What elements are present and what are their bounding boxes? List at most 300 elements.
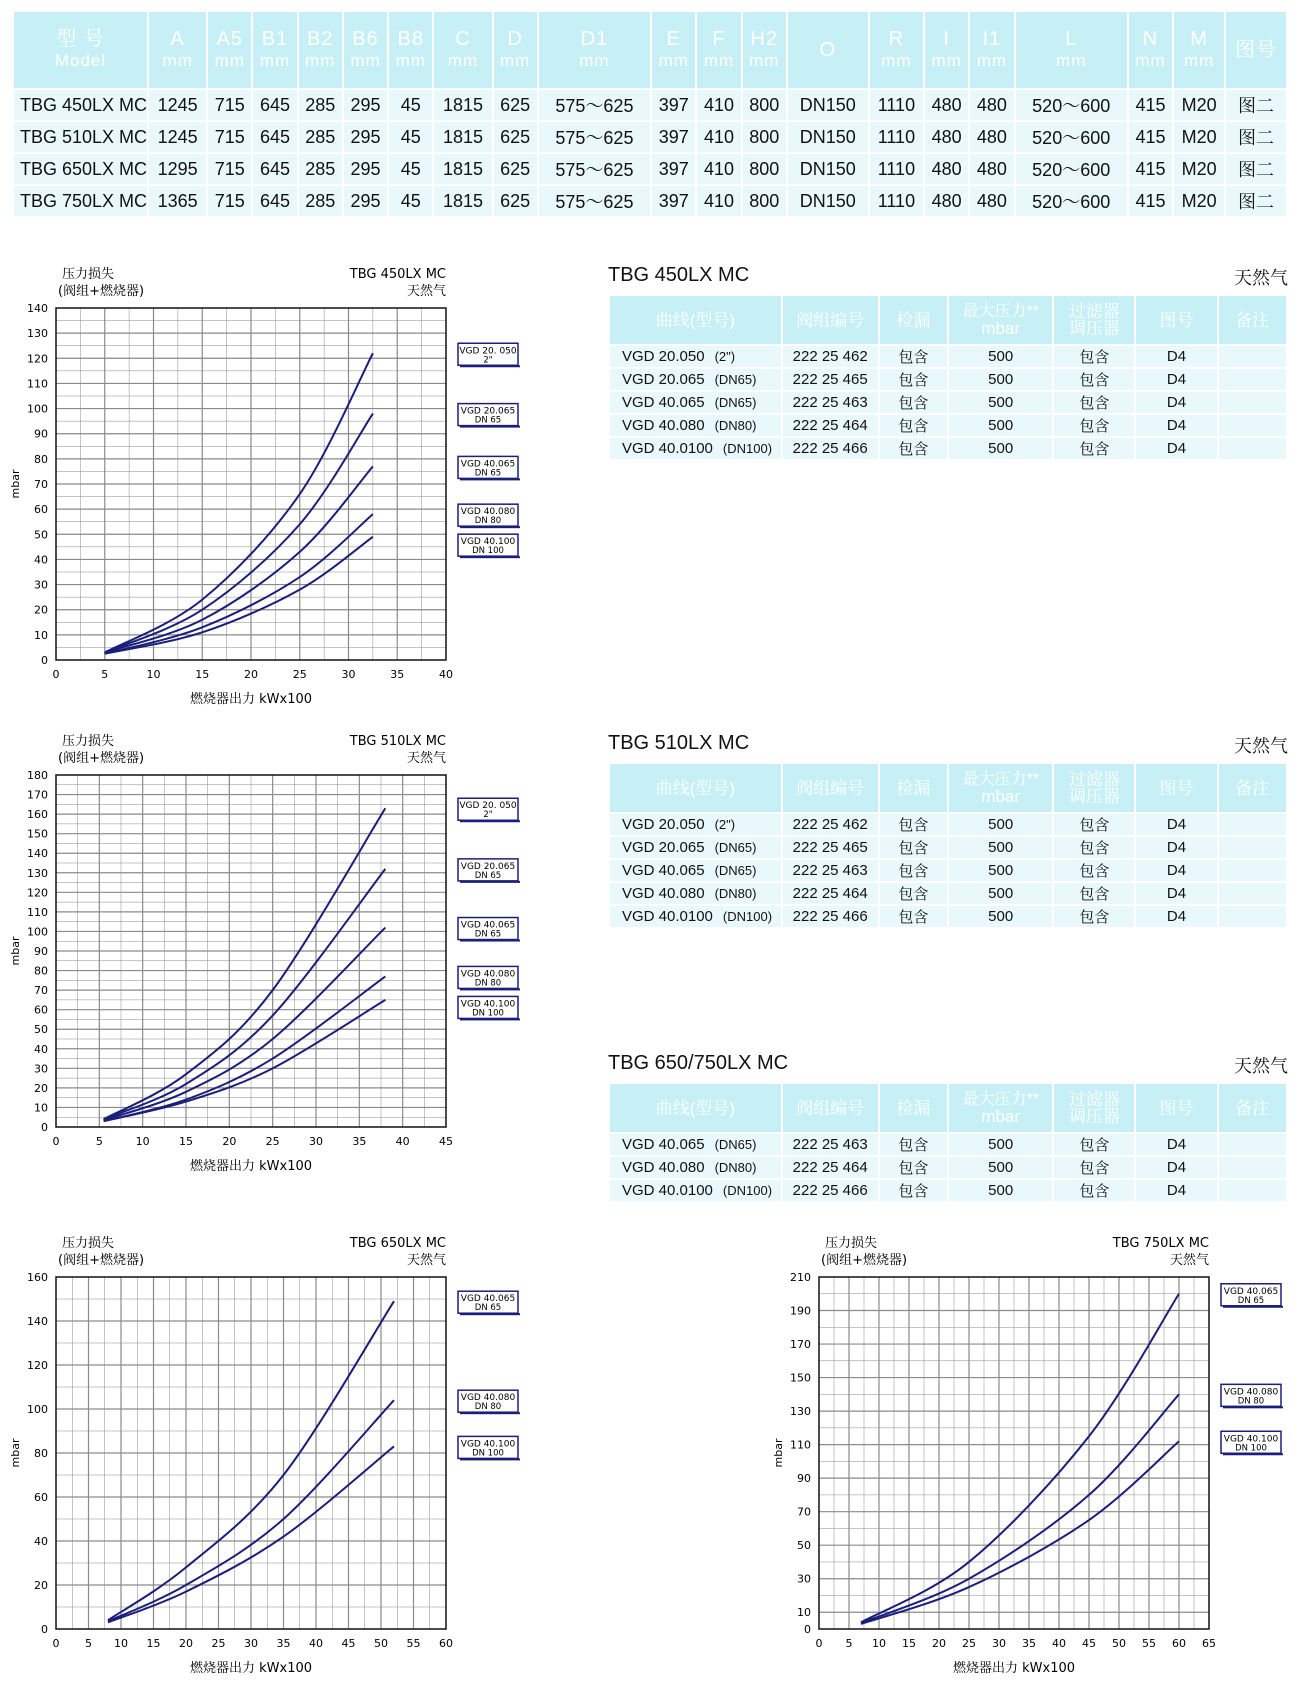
y-tick-label: 210 bbox=[790, 1271, 811, 1284]
y-tick-label: 120 bbox=[27, 886, 48, 900]
y-tick-label: 110 bbox=[27, 377, 48, 391]
valve-dn: (2") bbox=[714, 349, 736, 364]
dims-header-unit: mm bbox=[305, 51, 336, 70]
valve-header-cell bbox=[1136, 1084, 1216, 1132]
legend-sub: 2" bbox=[483, 355, 493, 366]
y-tick-label: 150 bbox=[27, 827, 48, 841]
dims-cell: 1110 bbox=[870, 122, 923, 152]
dims-header-label: I bbox=[943, 28, 950, 50]
dims-cell: 625 bbox=[494, 122, 537, 152]
dims-header-unit: mm bbox=[749, 51, 780, 70]
dims-cell: 1815 bbox=[434, 122, 491, 152]
legend-box-shadow bbox=[460, 881, 520, 883]
legend-box-shadow bbox=[460, 1313, 520, 1315]
x-tick-label: 60 bbox=[439, 1637, 453, 1650]
valve-curve: VGD 40.065 bbox=[622, 1136, 705, 1153]
valve-fig-cell: D4 bbox=[1136, 1180, 1216, 1201]
valve-header-label: 备注 bbox=[1235, 1098, 1270, 1118]
valve-header-cell bbox=[1054, 764, 1134, 812]
legend-item bbox=[1221, 1284, 1283, 1308]
valve-code-cell: 222 25 464 bbox=[783, 1157, 878, 1178]
valve-header-label: 最大压力** bbox=[962, 303, 1039, 320]
valve-header-label: 曲线(型号) bbox=[655, 778, 736, 798]
valve-filter-cell: 包含 bbox=[1054, 346, 1134, 367]
x-tick-label: 40 bbox=[395, 1135, 410, 1148]
valve-code-cell: 222 25 465 bbox=[783, 837, 878, 858]
dims-header-cell bbox=[1226, 12, 1286, 88]
dims-header-label: R bbox=[888, 28, 905, 50]
dims-cell: 415 bbox=[1129, 122, 1172, 152]
valve-fig-cell: D4 bbox=[1136, 415, 1216, 436]
valve-filter-cell: 包含 bbox=[1054, 438, 1134, 459]
dims-header-unit: mm bbox=[259, 51, 291, 70]
dims-header-cell bbox=[1016, 12, 1127, 88]
valve-fig-cell: D4 bbox=[1136, 392, 1216, 413]
legend-label: VGD 40.065 bbox=[460, 1294, 516, 1305]
dims-cell: 410 bbox=[697, 154, 740, 184]
valve-dn: (DN80) bbox=[714, 886, 757, 901]
legend-item bbox=[458, 504, 520, 528]
dims-header-label: F bbox=[712, 28, 726, 50]
y-tick-label: 10 bbox=[34, 1101, 48, 1115]
y-tick-label: 160 bbox=[27, 808, 48, 822]
valve-curve-cell bbox=[610, 1157, 781, 1178]
series-line bbox=[105, 414, 373, 653]
y-tick-label: 70 bbox=[797, 1505, 811, 1519]
valve-pmax-cell: 500 bbox=[949, 415, 1052, 436]
valve-note-cell bbox=[1219, 415, 1286, 436]
valve-leak-cell: 包含 bbox=[880, 837, 947, 858]
valve-table-title: TBG 510LX MC bbox=[608, 732, 750, 754]
dims-cell: 625 bbox=[494, 186, 537, 216]
valve-header-cell bbox=[1219, 1084, 1286, 1132]
legend-label: VGD 40.065 bbox=[1223, 1286, 1279, 1297]
legend-box-shadow bbox=[460, 820, 520, 822]
table-row bbox=[610, 1180, 1286, 1201]
y-axis-label: mbar bbox=[9, 1438, 22, 1468]
dims-cell: 45 bbox=[389, 122, 432, 152]
valve-pmax-cell: 500 bbox=[949, 369, 1052, 390]
valve-header-label: 图号 bbox=[1159, 310, 1194, 330]
legend-item bbox=[458, 456, 520, 480]
y-tick-label: 20 bbox=[34, 1579, 48, 1592]
valve-header-label: 调压器 bbox=[1068, 319, 1120, 338]
x-tick-label: 15 bbox=[195, 668, 210, 681]
valve-dn: (DN65) bbox=[714, 372, 757, 387]
y-tick-label: 0 bbox=[41, 654, 48, 667]
x-axis-label: 燃烧器出力 kWx100 bbox=[189, 1159, 313, 1174]
dims-header-unit: mm bbox=[1135, 51, 1166, 70]
dims-header-label: N bbox=[1142, 28, 1159, 50]
dims-cell: 715 bbox=[208, 186, 251, 216]
dims-cell: 480 bbox=[925, 186, 968, 216]
x-tick-label: 35 bbox=[352, 1135, 367, 1148]
x-tick-label: 25 bbox=[962, 1637, 976, 1650]
y-tick-label: 20 bbox=[34, 603, 48, 617]
valve-note-cell bbox=[1219, 1157, 1286, 1178]
y-tick-label: 10 bbox=[797, 1606, 811, 1620]
valve-section-450 bbox=[608, 264, 1288, 461]
chart-title: 压力损失 bbox=[62, 734, 115, 749]
valve-header-row bbox=[610, 296, 1286, 344]
valve-curve: VGD 20.050 bbox=[622, 816, 705, 833]
dims-cell: 715 bbox=[208, 154, 251, 184]
dims-header-label: D1 bbox=[580, 28, 609, 50]
dims-cell: 645 bbox=[253, 154, 296, 184]
valve-pmax-cell: 500 bbox=[949, 837, 1052, 858]
x-tick-label: 0 bbox=[52, 1637, 60, 1650]
valve-header-label: 曲线(型号) bbox=[655, 310, 736, 330]
dims-cell: 45 bbox=[389, 90, 432, 120]
valve-note-cell bbox=[1219, 814, 1286, 835]
x-tick-label: 25 bbox=[292, 668, 307, 681]
valve-code-cell: 222 25 466 bbox=[783, 438, 878, 459]
valve-dn: (DN65) bbox=[714, 863, 757, 878]
dims-cell: 645 bbox=[253, 122, 296, 152]
dims-cell: 715 bbox=[208, 90, 251, 120]
valve-curve-cell bbox=[610, 1134, 781, 1155]
valve-header-label: 检漏 bbox=[896, 310, 931, 330]
valve-leak-cell: 包含 bbox=[880, 883, 947, 904]
chart-model: TBG 450LX MC bbox=[349, 267, 446, 282]
valve-curve-cell bbox=[610, 814, 781, 835]
dims-cell: 480 bbox=[925, 122, 968, 152]
y-tick-label: 30 bbox=[34, 578, 48, 592]
x-tick-label: 0 bbox=[52, 1135, 60, 1148]
series-line bbox=[105, 537, 373, 654]
y-tick-label: 140 bbox=[27, 1315, 48, 1328]
valve-leak-cell: 包含 bbox=[880, 906, 947, 927]
x-tick-label: 40 bbox=[309, 1637, 323, 1650]
table-row bbox=[14, 154, 1286, 184]
dims-cell: 575～625 bbox=[539, 186, 650, 216]
chart-model: TBG 750LX MC bbox=[1112, 1236, 1209, 1251]
valve-curve-cell bbox=[610, 837, 781, 858]
y-tick-label: 100 bbox=[27, 1403, 48, 1416]
table-row bbox=[610, 438, 1286, 459]
x-tick-label: 10 bbox=[135, 1135, 150, 1148]
valve-header-label: 过滤器 bbox=[1068, 302, 1120, 321]
legend-box-shadow bbox=[460, 988, 520, 990]
dims-header-label: A bbox=[170, 28, 185, 50]
valve-header-label: 图号 bbox=[1159, 778, 1194, 798]
legend-item bbox=[458, 343, 520, 367]
valve-fig-cell: D4 bbox=[1136, 814, 1216, 835]
valve-filter-cell: 包含 bbox=[1054, 814, 1134, 835]
y-tick-label: 90 bbox=[34, 945, 48, 958]
valve-table bbox=[608, 294, 1288, 461]
table-row bbox=[610, 1157, 1286, 1178]
valve-fig-cell: D4 bbox=[1136, 346, 1216, 367]
valve-header-label: 阀组编号 bbox=[796, 1098, 865, 1118]
table-row bbox=[610, 369, 1286, 390]
y-tick-label: 50 bbox=[797, 1539, 811, 1553]
valve-filter-cell: 包含 bbox=[1054, 392, 1134, 413]
valve-leak-cell: 包含 bbox=[880, 814, 947, 835]
valve-header-label: mbar bbox=[981, 1107, 1021, 1126]
dims-header-label: B6 bbox=[352, 28, 379, 50]
legend-item bbox=[458, 1390, 520, 1414]
x-tick-label: 5 bbox=[95, 1135, 103, 1148]
legend-sub: DN 100 bbox=[472, 546, 504, 557]
dims-cell: 285 bbox=[299, 154, 342, 184]
table-row bbox=[610, 906, 1286, 927]
chart-subtitle: (阀组+燃烧器) bbox=[58, 1253, 145, 1268]
dims-cell: DN150 bbox=[788, 90, 868, 120]
dims-cell: M20 bbox=[1174, 122, 1224, 152]
dims-cell: 415 bbox=[1129, 90, 1172, 120]
legend-box-shadow bbox=[1223, 1406, 1283, 1408]
dims-cell: 800 bbox=[743, 186, 786, 216]
valve-header-label: 备注 bbox=[1235, 310, 1270, 330]
valve-note-cell bbox=[1219, 1134, 1286, 1155]
dims-cell: 图二 bbox=[1226, 90, 1286, 120]
chart-tbg-750 bbox=[765, 1229, 1300, 1686]
valve-code-cell: 222 25 464 bbox=[783, 883, 878, 904]
valve-leak-cell: 包含 bbox=[880, 1180, 947, 1201]
dims-header-cell bbox=[149, 12, 206, 88]
chart-title: 压力损失 bbox=[62, 267, 115, 282]
y-tick-label: 40 bbox=[34, 1042, 48, 1056]
valve-pmax-cell: 500 bbox=[949, 346, 1052, 367]
chart-gas: 天然气 bbox=[1169, 1253, 1209, 1268]
valve-pmax-cell: 500 bbox=[949, 438, 1052, 459]
legend-sub: DN 80 bbox=[474, 978, 502, 989]
dims-cell: TBG 650LX MC bbox=[14, 154, 147, 184]
chart-model: TBG 650LX MC bbox=[349, 1236, 446, 1251]
valve-note-cell bbox=[1219, 438, 1286, 459]
valve-header-label: 图号 bbox=[1159, 1098, 1194, 1118]
y-tick-label: 70 bbox=[34, 478, 48, 491]
dims-header-label: I1 bbox=[982, 28, 1002, 50]
y-tick-label: 10 bbox=[34, 628, 48, 642]
y-tick-label: 140 bbox=[27, 847, 48, 861]
dims-cell: 295 bbox=[344, 186, 387, 216]
chart-gas: 天然气 bbox=[406, 1253, 446, 1268]
y-tick-label: 50 bbox=[34, 1023, 48, 1037]
dims-cell: 415 bbox=[1129, 154, 1172, 184]
x-tick-label: 25 bbox=[265, 1135, 280, 1148]
y-tick-label: 40 bbox=[34, 1535, 48, 1548]
legend-sub: DN 100 bbox=[472, 1448, 504, 1459]
dims-header-cell bbox=[539, 12, 650, 88]
legend-box-shadow bbox=[460, 1018, 520, 1020]
valve-header-cell bbox=[1136, 296, 1216, 344]
dims-header-unit: mm bbox=[931, 51, 962, 70]
valve-header-label: 阀组编号 bbox=[796, 310, 865, 330]
x-tick-label: 55 bbox=[406, 1637, 421, 1650]
x-tick-label: 55 bbox=[1142, 1637, 1156, 1650]
legend-label: VGD 20. 050 bbox=[459, 346, 517, 357]
legend-sub: DN 65 bbox=[474, 415, 502, 426]
dims-header-cell bbox=[434, 12, 491, 88]
valve-header-cell bbox=[1219, 296, 1286, 344]
dims-cell: 1110 bbox=[870, 90, 923, 120]
x-tick-label: 20 bbox=[179, 1637, 193, 1650]
valve-filter-cell: 包含 bbox=[1054, 860, 1134, 881]
dims-header-cell bbox=[788, 12, 868, 88]
dims-header-unit: mm bbox=[658, 51, 689, 70]
dims-header-unit: mm bbox=[976, 51, 1008, 70]
dims-cell: 645 bbox=[253, 186, 296, 216]
legend-box-shadow bbox=[460, 1458, 520, 1460]
legend-label: VGD 40.080 bbox=[460, 507, 516, 518]
dims-header-cell bbox=[389, 12, 432, 88]
x-tick-label: 30 bbox=[244, 1637, 258, 1650]
valve-code-cell: 222 25 463 bbox=[783, 1134, 878, 1155]
valve-curve-cell bbox=[610, 415, 781, 436]
dims-cell: 575～625 bbox=[539, 154, 650, 184]
valve-note-cell bbox=[1219, 883, 1286, 904]
legend-box-shadow bbox=[460, 426, 520, 428]
dims-header-cell bbox=[743, 12, 786, 88]
table-row bbox=[610, 415, 1286, 436]
valve-filter-cell: 包含 bbox=[1054, 883, 1134, 904]
y-tick-label: 30 bbox=[34, 1062, 48, 1076]
valve-header-label: mbar bbox=[981, 319, 1021, 338]
dims-header-label: C bbox=[455, 28, 471, 50]
x-tick-label: 0 bbox=[815, 1637, 823, 1650]
dims-cell: 图二 bbox=[1226, 154, 1286, 184]
dims-header-label: A5 bbox=[216, 28, 244, 50]
y-tick-label: 110 bbox=[790, 1438, 811, 1452]
dims-cell: 415 bbox=[1129, 186, 1172, 216]
valve-code-cell: 222 25 462 bbox=[783, 346, 878, 367]
valve-code-cell: 222 25 466 bbox=[783, 1180, 878, 1201]
dims-header-label: O bbox=[819, 39, 837, 61]
legend-label: VGD 40.100 bbox=[460, 537, 516, 548]
valve-curve-cell bbox=[610, 346, 781, 367]
valve-pmax-cell: 500 bbox=[949, 883, 1052, 904]
dims-cell: 480 bbox=[970, 186, 1013, 216]
valve-dn: (DN100) bbox=[722, 909, 773, 924]
x-tick-label: 5 bbox=[845, 1637, 853, 1650]
dims-cell: 397 bbox=[652, 122, 695, 152]
valve-header-label: 过滤器 bbox=[1068, 1090, 1120, 1109]
dims-cell: 800 bbox=[743, 154, 786, 184]
valve-table bbox=[608, 1082, 1288, 1203]
valve-note-cell bbox=[1219, 392, 1286, 413]
table-row bbox=[610, 346, 1286, 367]
valve-note-cell bbox=[1219, 1180, 1286, 1201]
x-tick-label: 15 bbox=[179, 1135, 193, 1148]
x-axis-label: 燃烧器出力 kWx100 bbox=[952, 1661, 1076, 1676]
valve-pmax-cell: 500 bbox=[949, 860, 1052, 881]
dims-cell: 1815 bbox=[434, 154, 491, 184]
valve-code-cell: 222 25 465 bbox=[783, 369, 878, 390]
valve-curve: VGD 20.065 bbox=[622, 839, 705, 856]
dims-header-label: B2 bbox=[307, 28, 334, 50]
legend-item bbox=[1221, 1384, 1283, 1408]
x-tick-label: 40 bbox=[1052, 1637, 1066, 1650]
valve-section-510 bbox=[608, 732, 1288, 929]
dims-header-unit: Model bbox=[54, 51, 107, 70]
dims-cell: 图二 bbox=[1226, 186, 1286, 216]
dimensions-table bbox=[12, 10, 1288, 218]
y-tick-label: 180 bbox=[27, 769, 48, 782]
chart-gas: 天然气 bbox=[406, 284, 446, 299]
valve-curve: VGD 40.080 bbox=[622, 417, 705, 434]
table-row bbox=[610, 814, 1286, 835]
dims-cell: 575～625 bbox=[539, 122, 650, 152]
valve-filter-cell: 包含 bbox=[1054, 415, 1134, 436]
legend-item bbox=[458, 798, 520, 822]
valve-pmax-cell: 500 bbox=[949, 906, 1052, 927]
legend-box-shadow bbox=[1223, 1453, 1283, 1455]
valve-code-cell: 222 25 466 bbox=[783, 906, 878, 927]
dims-cell: 图二 bbox=[1226, 122, 1286, 152]
y-tick-label: 100 bbox=[27, 925, 48, 939]
legend-label: VGD 20. 050 bbox=[459, 801, 517, 812]
valve-curve-cell bbox=[610, 438, 781, 459]
dims-cell: 410 bbox=[697, 186, 740, 216]
dims-header-label: M bbox=[1190, 28, 1208, 50]
x-tick-label: 10 bbox=[872, 1637, 886, 1650]
dims-cell: 397 bbox=[652, 90, 695, 120]
valve-dn: (DN100) bbox=[722, 441, 773, 456]
x-tick-label: 35 bbox=[1022, 1637, 1036, 1650]
valve-code-cell: 222 25 462 bbox=[783, 814, 878, 835]
y-axis-label: mbar bbox=[9, 469, 22, 499]
dims-header-cell bbox=[870, 12, 923, 88]
valve-curve: VGD 40.065 bbox=[622, 394, 705, 411]
y-tick-label: 40 bbox=[34, 553, 48, 567]
x-tick-label: 35 bbox=[276, 1637, 291, 1650]
valve-header-label: mbar bbox=[981, 787, 1021, 806]
valve-header-label: 过滤器 bbox=[1068, 770, 1120, 789]
dims-cell: 397 bbox=[652, 186, 695, 216]
x-tick-label: 65 bbox=[1202, 1637, 1216, 1650]
legend-box-shadow bbox=[460, 556, 520, 558]
valve-filter-cell: 包含 bbox=[1054, 1157, 1134, 1178]
dims-cell: 1815 bbox=[434, 186, 491, 216]
dims-header-cell bbox=[970, 12, 1013, 88]
dims-header-cell bbox=[344, 12, 387, 88]
valve-filter-cell: 包含 bbox=[1054, 1134, 1134, 1155]
legend-label: VGD 40.100 bbox=[1223, 1434, 1279, 1445]
dims-cell: 410 bbox=[697, 122, 740, 152]
x-tick-label: 35 bbox=[390, 668, 405, 681]
valve-leak-cell: 包含 bbox=[880, 1157, 947, 1178]
valve-leak-cell: 包含 bbox=[880, 1134, 947, 1155]
x-axis-label: 燃烧器出力 kWx100 bbox=[189, 692, 313, 707]
valve-note-cell bbox=[1219, 837, 1286, 858]
valve-fig-cell: D4 bbox=[1136, 860, 1216, 881]
table-row bbox=[14, 186, 1286, 216]
legend-label: VGD 20.065 bbox=[460, 406, 516, 417]
valve-fig-cell: D4 bbox=[1136, 1157, 1216, 1178]
dims-cell: 1245 bbox=[149, 122, 206, 152]
x-tick-label: 20 bbox=[244, 668, 258, 681]
valve-header-cell bbox=[880, 1084, 947, 1132]
x-tick-label: 10 bbox=[146, 668, 161, 681]
valve-curve: VGD 40.065 bbox=[622, 862, 705, 879]
valve-code-cell: 222 25 463 bbox=[783, 860, 878, 881]
valve-filter-cell: 包含 bbox=[1054, 1180, 1134, 1201]
dims-cell: 480 bbox=[925, 90, 968, 120]
valve-table-title: TBG 650/750LX MC bbox=[608, 1052, 789, 1074]
dims-cell: 285 bbox=[299, 90, 342, 120]
valve-header-label: 调压器 bbox=[1068, 1107, 1120, 1126]
valve-header-cell bbox=[783, 296, 878, 344]
y-tick-label: 0 bbox=[41, 1121, 48, 1134]
y-tick-label: 160 bbox=[27, 1271, 48, 1284]
y-tick-label: 70 bbox=[34, 984, 48, 998]
valve-dn: (DN65) bbox=[714, 840, 757, 855]
chart-title: 压力损失 bbox=[62, 1236, 115, 1251]
legend-label: VGD 40.100 bbox=[460, 1439, 516, 1450]
valve-leak-cell: 包含 bbox=[880, 346, 947, 367]
